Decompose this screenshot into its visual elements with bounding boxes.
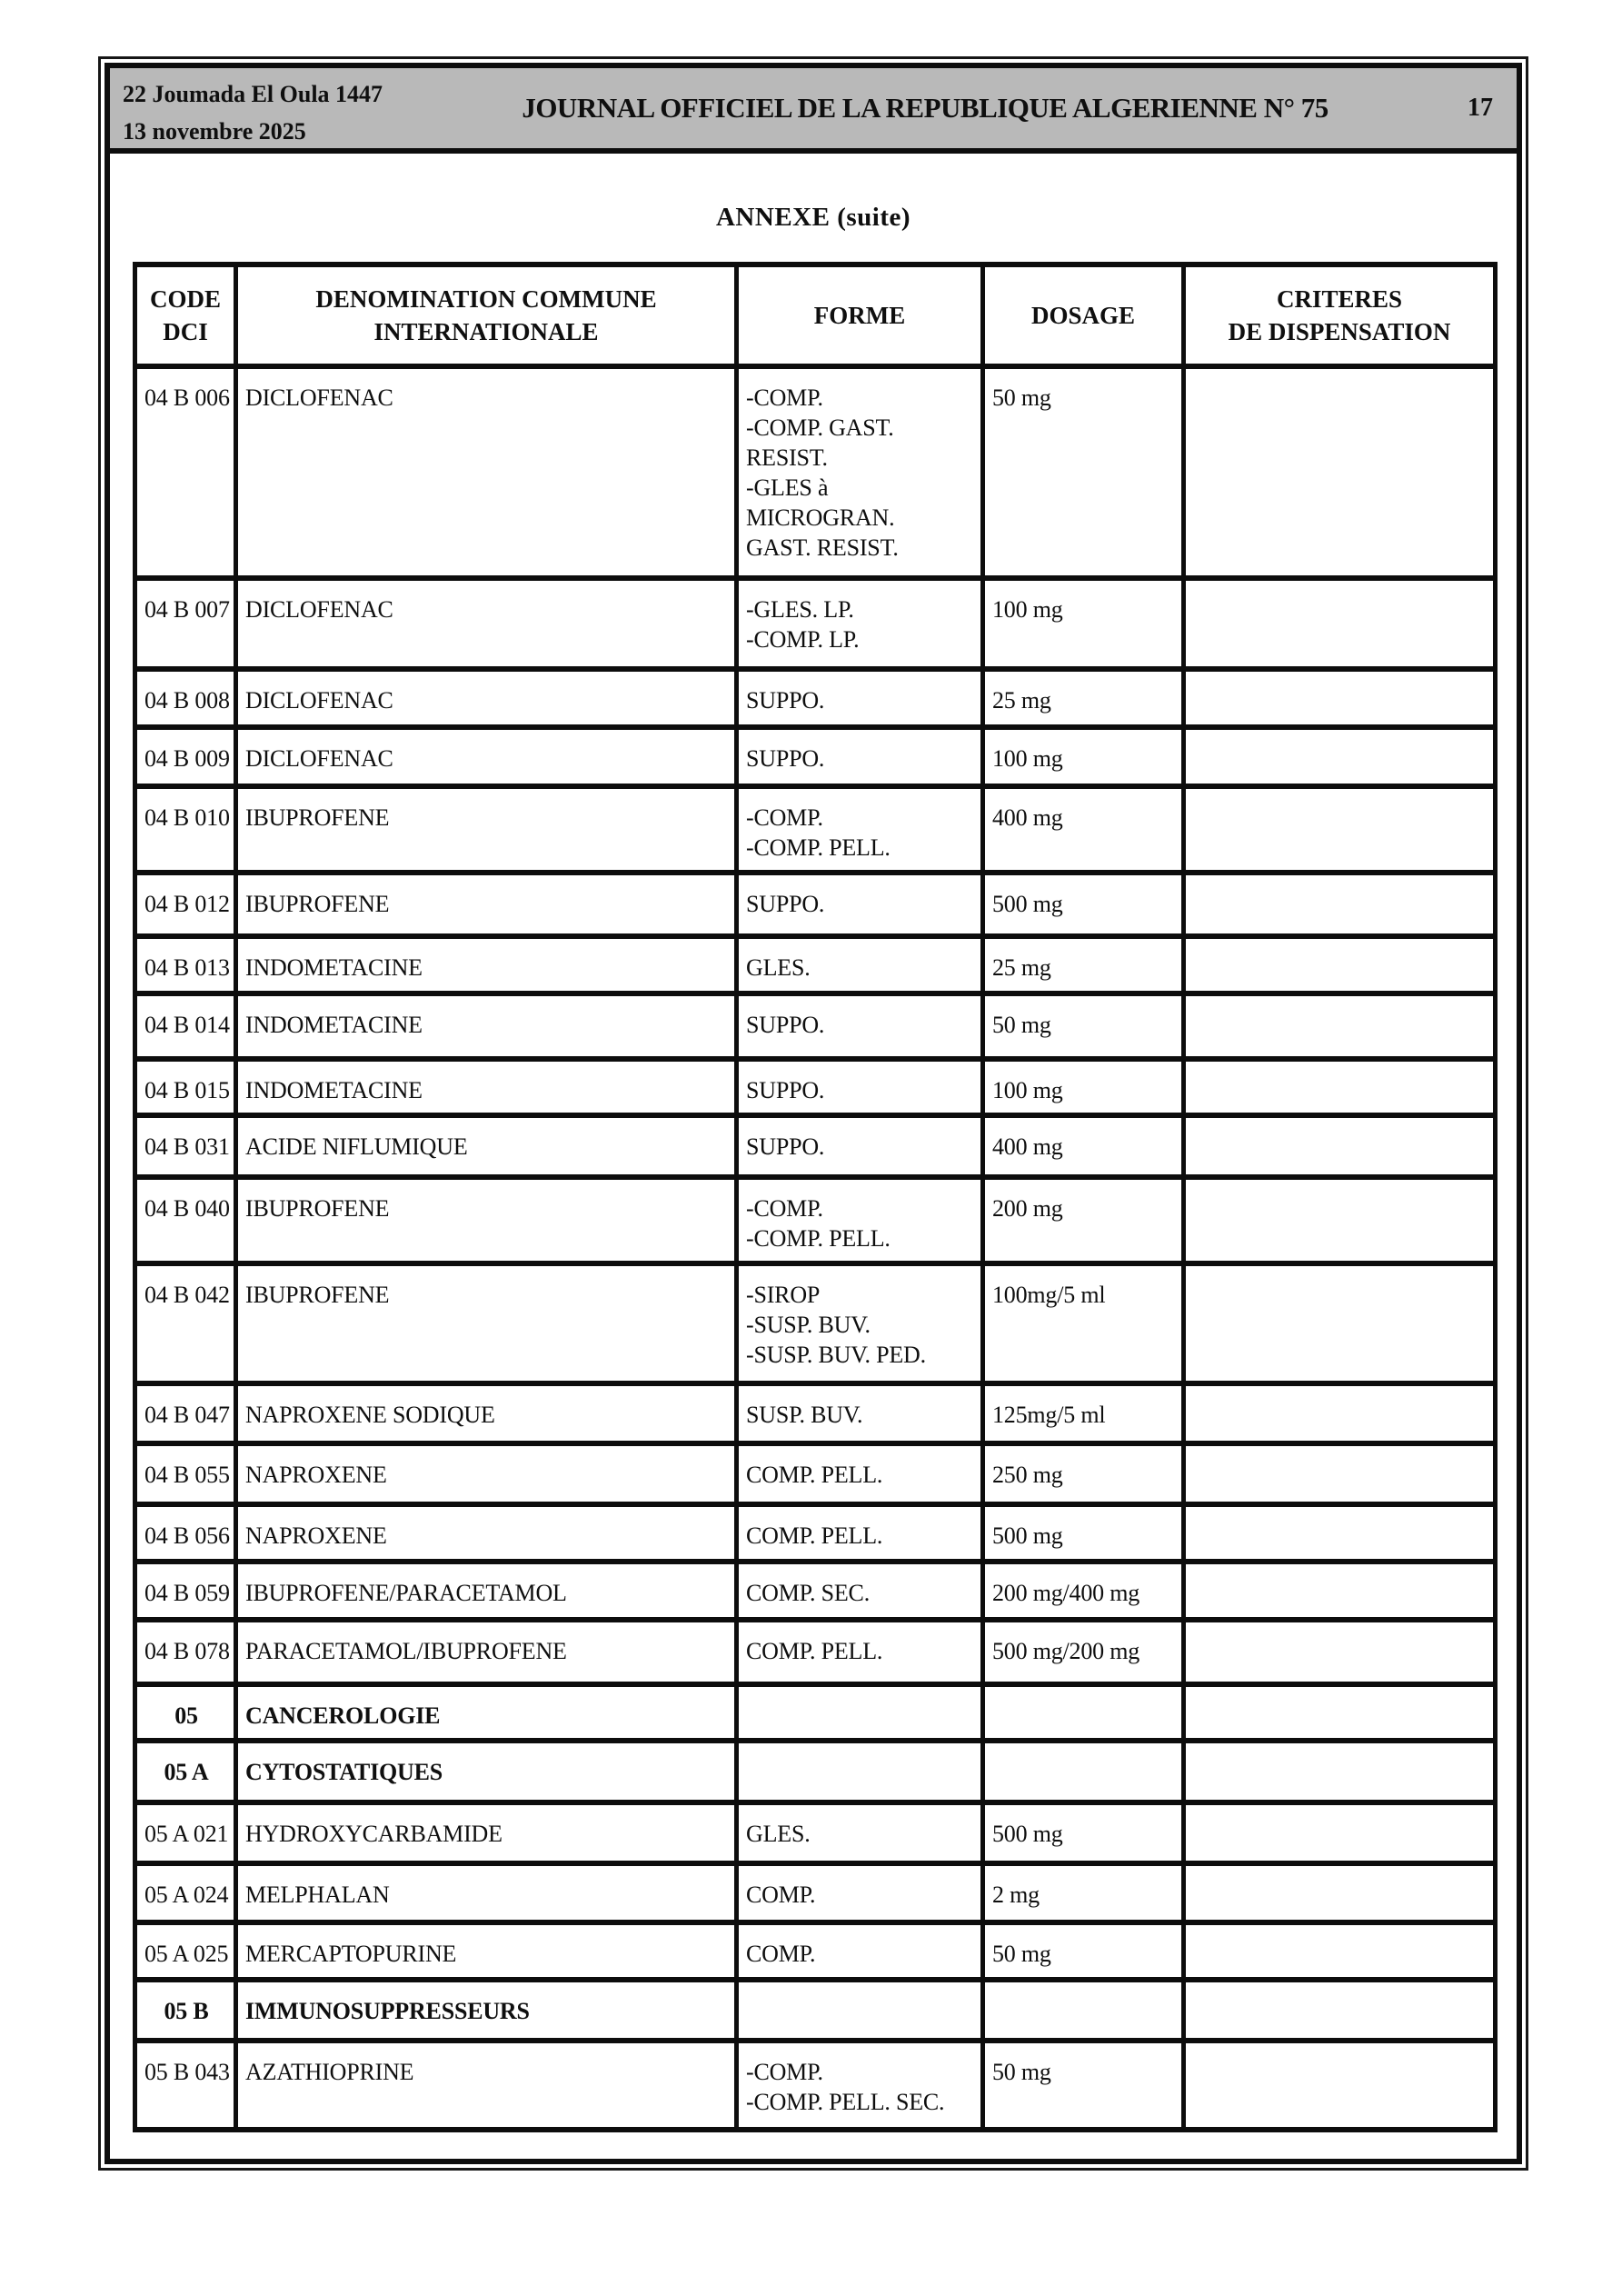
forme-line: -COMP.	[746, 2059, 823, 2085]
dosage-cell: 500 mg	[983, 873, 1184, 936]
table-row	[135, 936, 1496, 993]
criteres-cell	[1184, 1562, 1496, 1620]
dosage-cell: 100mg/5 ml	[983, 1263, 1184, 1383]
criteres-cell	[1184, 727, 1496, 786]
forme-cell	[737, 669, 983, 727]
code-cell: 04 B 047	[135, 1383, 236, 1443]
table-row	[135, 669, 1496, 727]
dci-cell: INDOMETACINE	[236, 936, 737, 993]
date-line-hijri: 22 Joumada El Oula 1447	[123, 81, 383, 107]
table-header-row	[135, 265, 1496, 366]
forme-line: COMP.	[746, 1941, 816, 1967]
code-cell: 04 B 040	[135, 1177, 236, 1263]
forme-cell	[737, 1504, 983, 1562]
code-cell: 05 A 024	[135, 1863, 236, 1922]
forme-cell	[737, 1922, 983, 1980]
forme-cell	[737, 873, 983, 936]
code-cell: 04 B 010	[135, 786, 236, 873]
forme-line: COMP. PELL.	[746, 1638, 883, 1664]
code-cell: 04 B 013	[135, 936, 236, 993]
forme-line: -COMP. LP.	[746, 626, 860, 653]
dosage-cell: 50 mg	[983, 993, 1184, 1059]
code-cell: 04 B 006	[135, 366, 236, 578]
criteres-cell	[1184, 1684, 1496, 1741]
criteres-cell	[1184, 366, 1496, 578]
forme-cell	[737, 1443, 983, 1504]
forme-line: SUPPO.	[746, 1133, 825, 1160]
forme-line: SUPPO.	[746, 1012, 825, 1038]
forme-line: -COMP.	[746, 1195, 823, 1222]
dci-cell: IBUPROFENE/PARACETAMOL	[236, 1562, 737, 1620]
dci-cell: NAPROXENE	[236, 1443, 737, 1504]
forme-cell	[737, 1177, 983, 1263]
forme-cell	[737, 2041, 983, 2130]
dci-cell: DICLOFENAC	[236, 366, 737, 578]
criteres-cell	[1184, 1383, 1496, 1443]
forme-cell	[737, 1620, 983, 1684]
table-row	[135, 1863, 1496, 1922]
table-row	[135, 1115, 1496, 1177]
dci-cell: CYTOSTATIQUES	[236, 1741, 737, 1802]
dosage-cell: 25 mg	[983, 669, 1184, 727]
column-header-line: CRITERES	[1276, 285, 1403, 313]
table-row	[135, 1504, 1496, 1562]
column-header-line: FORME	[813, 302, 906, 329]
criteres-cell	[1184, 1115, 1496, 1177]
column-header-line: INTERNATIONALE	[373, 318, 599, 345]
code-cell: 05 B 043	[135, 2041, 236, 2130]
code-cell: 04 B 031	[135, 1115, 236, 1177]
forme-line: COMP.	[746, 1882, 816, 1908]
forme-cell	[737, 727, 983, 786]
forme-line: COMP. SEC.	[746, 1580, 870, 1606]
forme-line: -COMP. PELL. SEC.	[746, 2089, 945, 2115]
forme-line: -GLES à MICROGRAN.	[746, 474, 895, 531]
code-cell: 05 A	[135, 1741, 236, 1802]
criteres-cell	[1184, 578, 1496, 669]
forme-cell	[737, 786, 983, 873]
table-row	[135, 1802, 1496, 1863]
dci-cell: MELPHALAN	[236, 1863, 737, 1922]
forme-line: SUSP. BUV.	[746, 1402, 863, 1428]
column-header-line: DCI	[163, 318, 208, 345]
code-cell: 04 B 055	[135, 1443, 236, 1504]
forme-cell	[737, 1059, 983, 1115]
page-frame	[98, 56, 1528, 2171]
dosage-cell: 50 mg	[983, 366, 1184, 578]
criteres-cell	[1184, 873, 1496, 936]
table-row	[135, 1562, 1496, 1620]
code-cell: 04 B 014	[135, 993, 236, 1059]
dosage-cell: 50 mg	[983, 2041, 1184, 2130]
code-cell: 04 B 078	[135, 1620, 236, 1684]
code-cell: 05	[135, 1684, 236, 1741]
forme-cell	[737, 1383, 983, 1443]
column-header-dosage	[983, 265, 1184, 366]
page-content	[110, 203, 1517, 2132]
dci-cell: NAPROXENE SODIQUE	[236, 1383, 737, 1443]
code-cell: 04 B 042	[135, 1263, 236, 1383]
forme-cell	[737, 1263, 983, 1383]
forme-cell	[737, 1863, 983, 1922]
forme-line: COMP. PELL.	[746, 1522, 883, 1549]
forme-line: -COMP.	[746, 804, 823, 831]
forme-line: GLES.	[746, 954, 811, 981]
dosage-cell: 100 mg	[983, 1059, 1184, 1115]
table-body	[135, 366, 1496, 2130]
page-inner-frame	[104, 63, 1522, 2164]
dci-cell: DICLOFENAC	[236, 727, 737, 786]
table-row	[135, 1059, 1496, 1115]
dci-cell: IBUPROFENE	[236, 786, 737, 873]
journal-title: JOURNAL OFFICIEL DE LA REPUBLIQUE ALGERIENNE N° 75	[522, 92, 1328, 124]
forme-line: -SUSP. BUV. PED.	[746, 1342, 926, 1368]
criteres-cell	[1184, 1620, 1496, 1684]
dosage-cell: 25 mg	[983, 936, 1184, 993]
forme-cell	[737, 993, 983, 1059]
dosage-cell: 50 mg	[983, 1922, 1184, 1980]
forme-line: -SUSP. BUV.	[746, 1312, 871, 1338]
criteres-cell	[1184, 993, 1496, 1059]
forme-line: SUPPO.	[746, 1077, 825, 1103]
forme-line: GAST. RESIST.	[746, 534, 899, 561]
code-cell: 04 B 012	[135, 873, 236, 936]
forme-cell	[737, 1802, 983, 1863]
code-cell: 04 B 059	[135, 1562, 236, 1620]
dci-cell: DICLOFENAC	[236, 578, 737, 669]
section-row	[135, 1684, 1496, 1741]
dci-cell: IMMUNOSUPPRESSEURS	[236, 1980, 737, 2041]
table-row	[135, 1922, 1496, 1980]
criteres-cell	[1184, 1059, 1496, 1115]
table-row	[135, 1620, 1496, 1684]
criteres-cell	[1184, 2041, 1496, 2130]
section-row	[135, 1741, 1496, 1802]
dci-cell: DICLOFENAC	[236, 669, 737, 727]
forme-cell	[737, 1684, 983, 1741]
dosage-cell	[983, 1980, 1184, 2041]
code-cell: 04 B 015	[135, 1059, 236, 1115]
dosage-cell: 250 mg	[983, 1443, 1184, 1504]
dosage-cell: 100 mg	[983, 578, 1184, 669]
table-row	[135, 1383, 1496, 1443]
table-row	[135, 873, 1496, 936]
dosage-cell: 200 mg	[983, 1177, 1184, 1263]
dci-cell: MERCAPTOPURINE	[236, 1922, 737, 1980]
column-header-line: DE DISPENSATION	[1228, 318, 1451, 345]
page-header-band	[110, 68, 1517, 154]
column-header-line: CODE	[149, 285, 221, 313]
journal-title-wrap	[383, 68, 1468, 148]
dosage-cell: 400 mg	[983, 1115, 1184, 1177]
column-header-criteres	[1184, 265, 1496, 366]
forme-line: GLES.	[746, 1821, 811, 1847]
table-row	[135, 1177, 1496, 1263]
column-header-code	[135, 265, 236, 366]
code-cell: 04 B 009	[135, 727, 236, 786]
criteres-cell	[1184, 1980, 1496, 2041]
table-row	[135, 993, 1496, 1059]
forme-line: -COMP. PELL.	[746, 834, 891, 861]
issue-date-block	[110, 68, 383, 148]
table-row	[135, 727, 1496, 786]
dci-cell: AZATHIOPRINE	[236, 2041, 737, 2130]
table-row	[135, 2041, 1496, 2130]
dci-cell: INDOMETACINE	[236, 993, 737, 1059]
criteres-cell	[1184, 786, 1496, 873]
criteres-cell	[1184, 1263, 1496, 1383]
forme-cell	[737, 578, 983, 669]
column-header-line: DENOMINATION COMMUNE	[315, 285, 657, 313]
dci-cell: IBUPROFENE	[236, 1177, 737, 1263]
dci-cell: INDOMETACINE	[236, 1059, 737, 1115]
forme-line: -GLES. LP.	[746, 596, 854, 623]
forme-line: -COMP. GAST. RESIST.	[746, 414, 894, 471]
dosage-cell: 200 mg/400 mg	[983, 1562, 1184, 1620]
forme-line: -SIROP	[746, 1282, 821, 1308]
code-cell: 05 A 021	[135, 1802, 236, 1863]
dosage-cell	[983, 1684, 1184, 1741]
criteres-cell	[1184, 1863, 1496, 1922]
forme-cell	[737, 936, 983, 993]
criteres-cell	[1184, 669, 1496, 727]
dci-cell: HYDROXYCARBAMIDE	[236, 1802, 737, 1863]
dci-cell: IBUPROFENE	[236, 1263, 737, 1383]
dci-cell: IBUPROFENE	[236, 873, 737, 936]
forme-cell	[737, 366, 983, 578]
column-header-line: DOSAGE	[1030, 302, 1136, 329]
date-line-gregorian: 13 novembre 2025	[123, 118, 306, 145]
dosage-cell: 500 mg	[983, 1802, 1184, 1863]
criteres-cell	[1184, 1922, 1496, 1980]
page-number: 17	[1468, 94, 1493, 122]
dci-cell: CANCEROLOGIE	[236, 1684, 737, 1741]
table-row	[135, 578, 1496, 669]
forme-cell	[737, 1115, 983, 1177]
dosage-cell: 500 mg	[983, 1504, 1184, 1562]
dci-cell: ACIDE NIFLUMIQUE	[236, 1115, 737, 1177]
code-cell: 05 B	[135, 1980, 236, 2041]
dosage-cell: 2 mg	[983, 1863, 1184, 1922]
table-row	[135, 1443, 1496, 1504]
forme-line: SUPPO.	[746, 891, 825, 917]
code-cell: 04 B 007	[135, 578, 236, 669]
column-header-forme	[737, 265, 983, 366]
criteres-cell	[1184, 1504, 1496, 1562]
header-row	[135, 265, 1496, 366]
annex-table	[133, 262, 1498, 2132]
code-cell: 04 B 008	[135, 669, 236, 727]
dosage-cell: 400 mg	[983, 786, 1184, 873]
table-row	[135, 786, 1496, 873]
criteres-cell	[1184, 936, 1496, 993]
dci-cell: PARACETAMOL/IBUPROFENE	[236, 1620, 737, 1684]
code-cell: 05 A 025	[135, 1922, 236, 1980]
dosage-cell: 100 mg	[983, 727, 1184, 786]
table-row	[135, 366, 1496, 578]
forme-line: SUPPO.	[746, 745, 825, 772]
dosage-cell: 500 mg/200 mg	[983, 1620, 1184, 1684]
forme-line: COMP. PELL.	[746, 1462, 883, 1488]
dosage-cell	[983, 1741, 1184, 1802]
dci-cell: NAPROXENE	[236, 1504, 737, 1562]
criteres-cell	[1184, 1443, 1496, 1504]
criteres-cell	[1184, 1741, 1496, 1802]
forme-cell	[737, 1741, 983, 1802]
table-row	[135, 1263, 1496, 1383]
annexe-title: ANNEXE (suite)	[715, 203, 911, 232]
criteres-cell	[1184, 1177, 1496, 1263]
forme-line: SUPPO.	[746, 687, 825, 714]
column-header-dci	[236, 265, 737, 366]
forme-cell	[737, 1562, 983, 1620]
forme-line: -COMP. PELL.	[746, 1225, 891, 1252]
forme-line: -COMP.	[746, 384, 823, 411]
dosage-cell: 125mg/5 ml	[983, 1383, 1184, 1443]
code-cell: 04 B 056	[135, 1504, 236, 1562]
forme-cell	[737, 1980, 983, 2041]
section-row	[135, 1980, 1496, 2041]
criteres-cell	[1184, 1802, 1496, 1863]
